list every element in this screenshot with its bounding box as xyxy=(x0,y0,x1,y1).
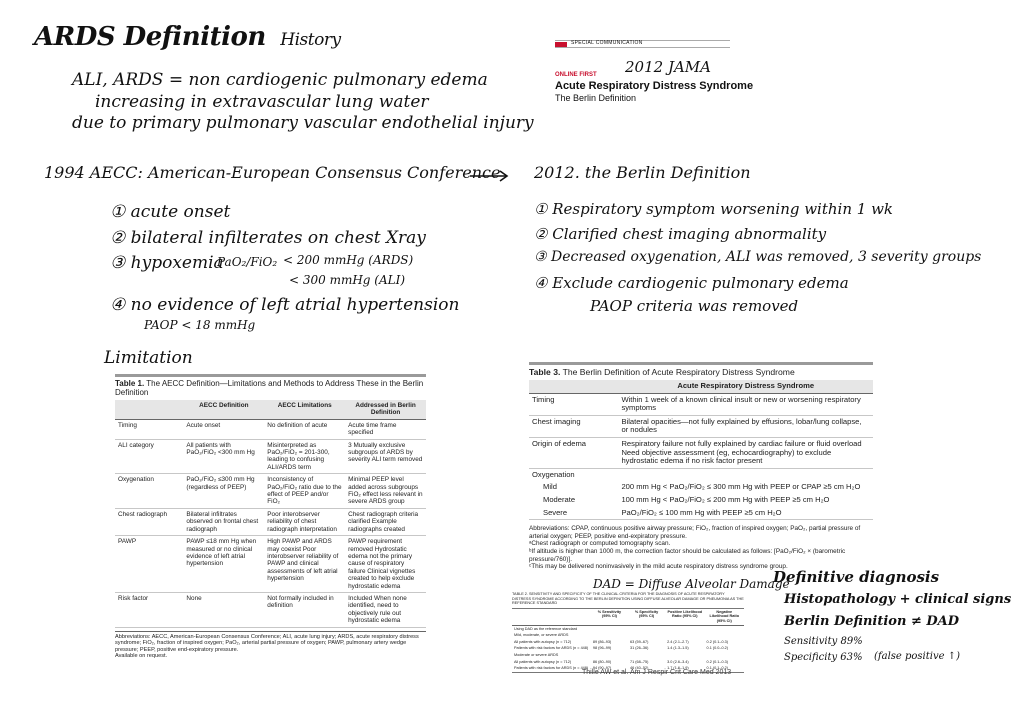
berlin-item-2: ② Clarified chest imaging abnormality xyxy=(534,225,827,243)
hypoxemia-ards: < 200 mmHg (ARDS) xyxy=(283,253,414,267)
table-row: Mild, moderate, or severe ARDS xyxy=(514,633,569,638)
dad-annotation: DAD = Diffuse Alveolar Damage xyxy=(593,577,790,591)
table-3-header-row: Acute Respiratory Distress Syndrome xyxy=(529,380,873,393)
jama-top-bar xyxy=(555,40,730,48)
table-3-caption: Table 3. The Berlin Definition of Acute Respiratory Distress Syndrome xyxy=(529,367,795,377)
citation: Thille AW et al. Am J Respir Crit Care Med 2013 xyxy=(582,669,732,676)
sensitivity-value: Sensitivity 89% xyxy=(784,636,863,647)
table-3-footnote-a: ᵃChest radiograph or computed tomography scan. xyxy=(529,540,671,548)
table-row: Mild 200 mm Hg < PaO₂/FiO₂ ≤ 300 mm Hg with PEEP or CPAP ≥5 cm H₂O xyxy=(543,482,861,492)
title-text: ARDS Definition xyxy=(34,22,266,52)
table-2-caption: TABLE 2. SENSITIVITY AND SPECIFICITY OF THE CLINICAL CRITERIA FOR THE DIAGNOSIS OF ACUTE RESPIRATORY DISTRESS SYNDROME ACCORDING TO THE BERLIN DEFINITION USING DIFFUSE ALVEOLAR DAMAGE OR PNEUMONIA AS THE REFERENCE STANDARD xyxy=(512,592,744,606)
berlin-item-1: ① Respiratory symptom worsening within 1 wk xyxy=(534,200,894,218)
berlin-item-4: ④ Exclude cardiogenic pulmonary edema xyxy=(534,274,849,292)
table-row: Oxygenation PaO₂/FiO₂ ≤300 mm Hg (regardless of PEEP) Inconsistency of PaO₂/FiO₂ ratio due to the effect of PEEP and/or FiO₂ Minimal PEEP level added across subgroups FiO₂ effect less relevant in severe ARDS group xyxy=(115,474,426,509)
jama-title: Acute Respiratory Distress Syndrome xyxy=(555,80,754,92)
table-3-berlin xyxy=(529,362,873,571)
paop-criterion: PAOP < 18 mmHg xyxy=(144,318,256,332)
hypoxemia-ratio: PaO₂/FiO₂ xyxy=(217,255,278,269)
table-row: Moderate or severe ARDS xyxy=(514,652,559,657)
berlin-item-3: ③ Decreased oxygenation, ALI was removed, 3 severity groups xyxy=(534,249,982,265)
table-2-header-row: % Sensitivity (95% CI) % Specificity (95% CI) Positive Likelihood Ratio (95% CI) Negative Likelihood Ratio (95% CI) xyxy=(512,608,744,625)
table-1-footer xyxy=(115,631,426,660)
table-row: Chest radiograph Bilateral infiltrates observed on frontal chest radiograph Poor interobserver reliability of chest radiograph interpretation Chest radiograph criteria clarified Example radiographs created xyxy=(115,508,426,535)
aecc-item-2: ② bilateral infilterates on chest Xray xyxy=(110,228,426,248)
table-row: Moderate 100 mm Hg < PaO₂/FiO₂ ≤ 200 mm Hg with PEEP ≥5 cm H₂O xyxy=(543,494,830,504)
table-row: Risk factor None Not formally included in definition Included When none identified, need to objectively rule out hydrostatic edema xyxy=(115,592,426,627)
table-1-aecc xyxy=(115,374,426,660)
jama-special-label: SPECIAL COMMUNICATION xyxy=(571,40,643,46)
aecc-item-4: ④ no evidence of left atrial hypertension xyxy=(110,295,460,315)
intro-line-2: increasing in extravascular lung water xyxy=(95,92,429,112)
specificity-value: Specificity 63% xyxy=(784,652,863,663)
aecc-item-3: ③ hypoxemia xyxy=(110,253,224,273)
table-3-footnote-b: ᵇIf altitude is higher than 1000 m, the correction factor should be calculated as follows: [PaO₂/FiO₂ × (barometric pressure/760)]. xyxy=(529,547,846,563)
aecc-item-1: ① acute onset xyxy=(110,202,231,222)
jama-annotation: 2012 JAMA xyxy=(625,58,711,76)
page-title xyxy=(34,22,341,52)
hypoxemia-ali: < 300 mmHg (ALI) xyxy=(289,273,406,287)
jama-subtitle: The Berlin Definition xyxy=(555,93,637,103)
berlin-heading: 2012. the Berlin Definition xyxy=(534,163,751,182)
table-1-caption: Table 1. The AECC Definition—Limitations and Methods to Address These in the Berlin Definition xyxy=(115,379,424,397)
jama-red-mark xyxy=(555,42,567,47)
arrow-right-icon xyxy=(470,170,510,182)
definitive-line-2: Berlin Definition ≠ DAD xyxy=(784,614,959,629)
intro-line-1: ALI, ARDS = non cardiogenic pulmonary edema xyxy=(72,70,488,90)
definitive-title: Definitive diagnosis xyxy=(773,568,940,586)
table-row: Timing Within 1 week of a known clinical insult or new or worsening respiratory symptoms xyxy=(529,393,873,415)
table-row: ALI category All patients with PaO₂/FiO₂ <300 mm Hg Misinterpreted as PaO₂/FiO₂ = 201-300, leading to confusing ALI/ARDS term 3 Mutually exclusive subgroups of ARDS by severity ALI term removed xyxy=(115,439,426,474)
limitation-label: Limitation xyxy=(104,348,193,368)
table-2-dad xyxy=(512,592,744,673)
table-row: Patients with risk factors for ARDS (n = 448) 98 (96–99) 31 (26–36) 1.4 (1.3–1.5) 0.1 (0.0–0.2) xyxy=(514,646,729,651)
table-3-footer xyxy=(529,523,873,571)
table-1-footnote: Available on request. xyxy=(115,653,168,660)
title-suffix: History xyxy=(280,30,341,50)
aecc-heading: 1994 AECC: American-European Consensus Conference xyxy=(44,163,501,182)
table-row: Using DAD as the reference standard xyxy=(514,626,578,631)
table-row: All patients with autopsy (n = 712) 86 (80–90) 71 (68–75) 3.0 (2.6–3.4) 0.2 (0.1–0.3) xyxy=(514,659,729,664)
table-row: Severe PaO₂/FiO₂ ≤ 100 mm Hg with PEEP ≥5 cm H₂O xyxy=(529,507,873,520)
table-row: All patients with autopsy (n = 712) 89 (86–93) 63 (59–67) 2.4 (2.1–2.7) 0.2 (0.1–0.3) xyxy=(514,639,729,644)
paop-removed-note: PAOP criteria was removed xyxy=(590,297,799,315)
table-3-abbreviations: Abbreviations: CPAP, continuous positive airway pressure; FiO₂, fraction of inspired oxygen; PaO₂, partial pressure of arterial oxygen; PEEP, positive end-expiratory pressure. xyxy=(529,525,861,540)
jama-online-first: ONLINE FIRST xyxy=(555,72,597,78)
table-3-footnote-c: ᶜThis may be delivered noninvasively in the mild acute respiratory distress syndrome group. xyxy=(529,563,788,571)
table-row: Oxygenation xyxy=(532,469,575,479)
false-positive-note: (false positive ↑) xyxy=(874,651,960,662)
table-row: Origin of edema Respiratory failure not fully explained by cardiac failure or fluid overload Need objective assessment (eg, echocardiography) to exclude hydrostatic edema if no risk factor present xyxy=(529,437,873,468)
table-row: PAWP PAWP ≤18 mm Hg when measured or no clinical evidence of left atrial hypertension High PAWP and ARDS may coexist Poor interobserver reliability of PAWP and clinical assessments of left atrial hypertension PAWP requirement removed Hydrostatic edema not the primary cause of respiratory failure Clinical vignettes created to help exclude hydrostatic edema xyxy=(115,536,426,593)
intro-line-3: due to primary pulmonary vascular endothelial injury xyxy=(72,113,534,133)
table-row: Patients with risk factors for ARDS (n = 448) 94 (90–97) 46 (40–52) 1.7 (1.6–1.9) 0.1 (0.1–0.2) xyxy=(512,665,744,672)
table-1-header-row: AECC Definition AECC Limitations Addressed in Berlin Definition xyxy=(115,400,426,419)
table-row: Chest imaging Bilateral opacities—not fully explained by effusions, lobar/lung collapse, or nodules xyxy=(529,415,873,437)
definitive-line-1: Histopathology + clinical signs xyxy=(784,592,1012,607)
table-1-abbreviations: Abbreviations: AECC, American-European Consensus Conference; ALI, acute lung injury; ARDS, acute respiratory distress syndrome; FiO₂, fraction of inspired oxygen; PaO₂, arterial partial pressure of oxygen; PAWP, pulmonary artery wedge pressure; PEEP, positive end-expiratory pressure. xyxy=(115,633,419,653)
table-row: Timing Acute onset No definition of acute Acute time frame specified xyxy=(115,419,426,439)
